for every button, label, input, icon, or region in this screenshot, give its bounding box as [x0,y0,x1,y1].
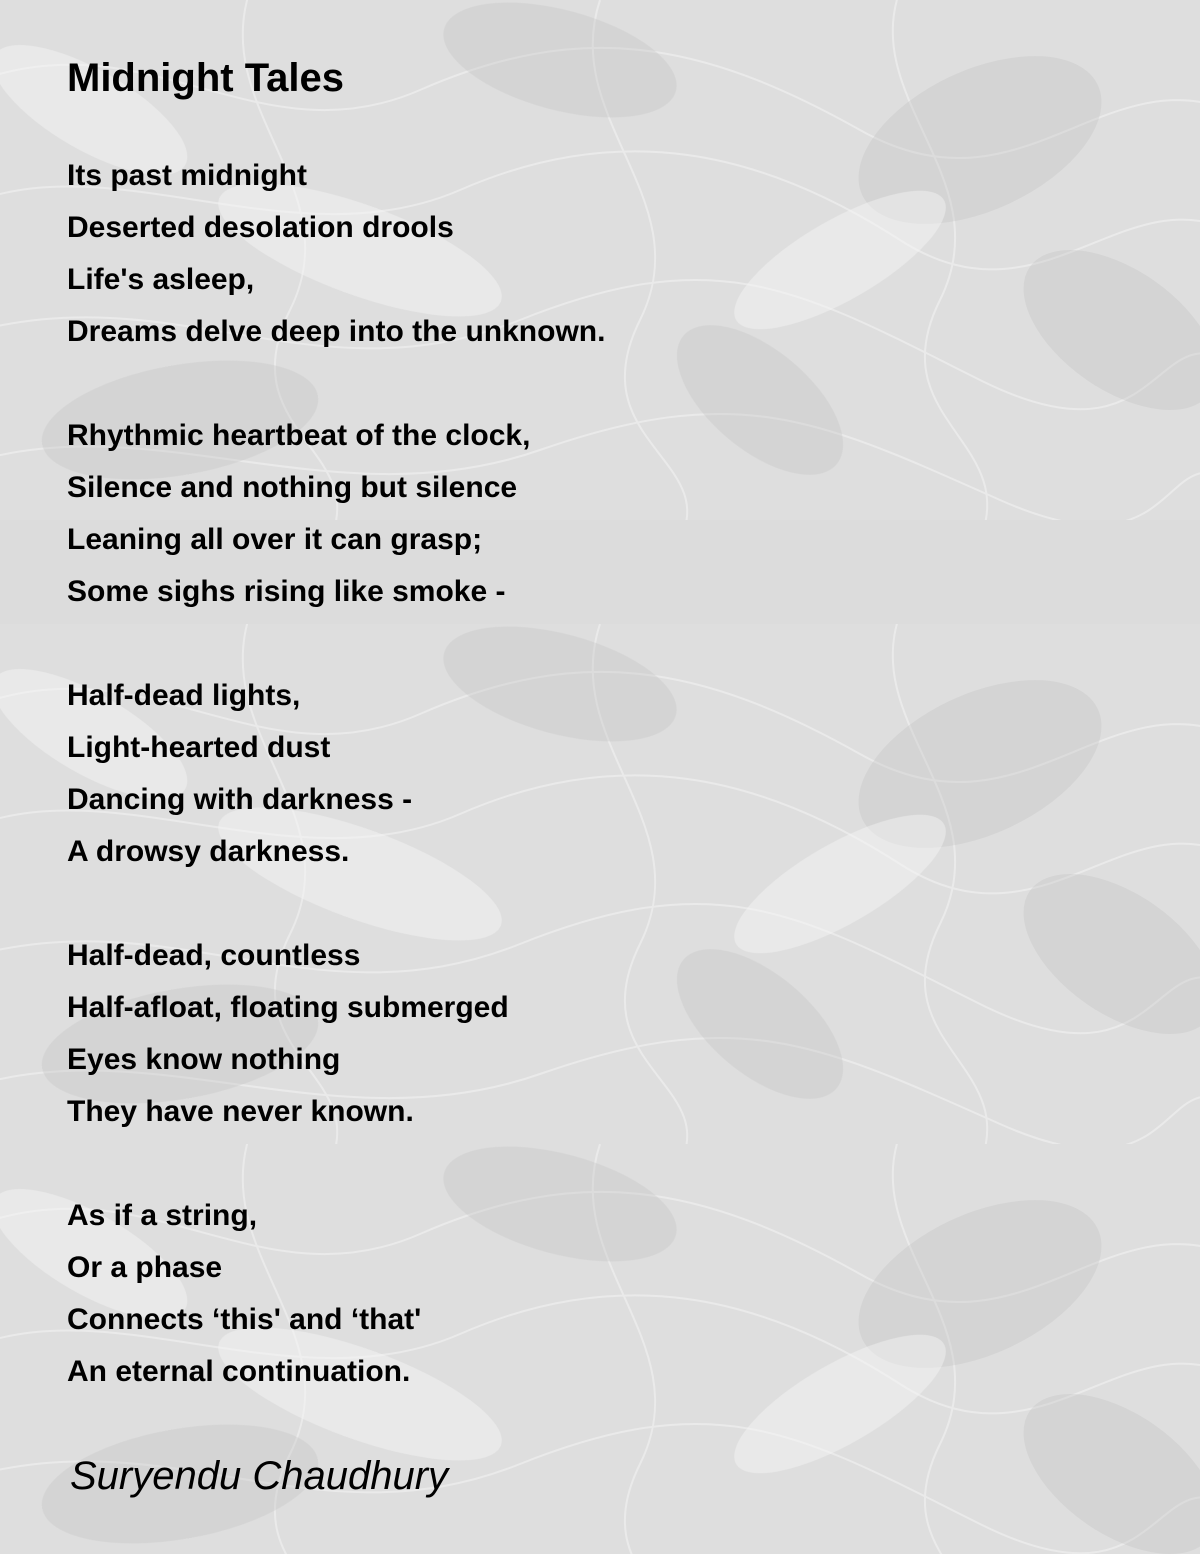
poem-line: Leaning all over it can grasp; [67,523,483,556]
poem-line: They have never known. [67,1095,414,1128]
poem-line: Half-dead, countless [67,939,361,972]
poem-line: Dreams delve deep into the unknown. [67,315,606,348]
stanza-3 [67,670,1127,878]
poem-line: Connects ‘this' and ‘that' [67,1303,422,1336]
poem-line: Its past midnight [67,159,307,192]
poem-line: Eyes know nothing [67,1043,341,1076]
poem-line: Light-hearted dust [67,731,331,764]
stanza-5 [67,1190,1127,1398]
poem-author: Suryendu Chaudhury [70,1454,449,1498]
poem-line: Some sighs rising like smoke - [67,575,506,608]
poem-line: Life's asleep, [67,263,255,296]
poem-body [67,150,1127,1450]
stanza-2 [67,410,1127,618]
poem-line: Or a phase [67,1251,223,1284]
poem-line: Silence and nothing but silence [67,471,518,504]
stanza-4 [67,930,1127,1138]
poem-line: Rhythmic heartbeat of the clock, [67,419,531,452]
poem-line: An eternal continuation. [67,1355,411,1388]
poem-line: Dancing with darkness - [67,783,413,816]
poem-title: Midnight Tales [67,56,345,100]
poem-line: Deserted desolation drools [67,211,454,244]
stanza-1 [67,150,1127,358]
poem-line: Half-afloat, floating submerged [67,991,509,1024]
poem-line: As if a string, [67,1199,258,1232]
poem-line: A drowsy darkness. [67,835,350,868]
poem-line: Half-dead lights, [67,679,301,712]
